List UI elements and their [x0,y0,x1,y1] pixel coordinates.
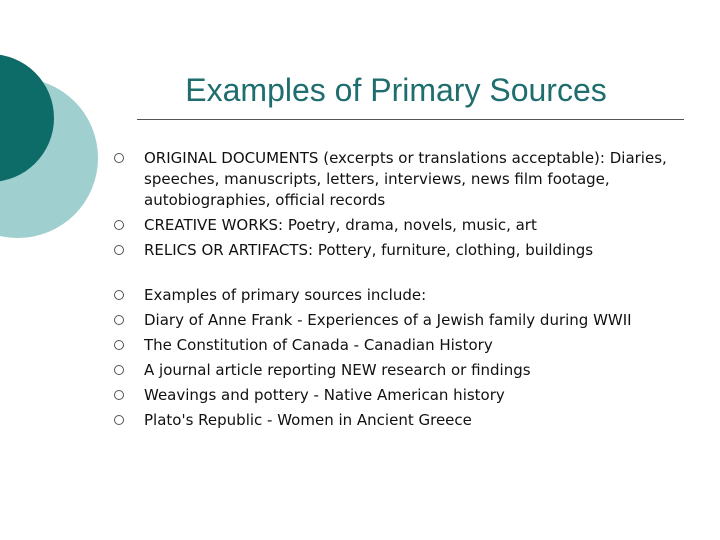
bullet-item-examples-heading [114,285,704,306]
hollow-circle-icon [114,220,124,230]
bullet-item-weavings [114,385,704,406]
bullet-text: Poetry, drama, novels, music, art [283,216,537,234]
bullet-label: CREATIVE WORKS: [144,216,284,234]
bullet-label: RELICS OR ARTIFACTS: [144,241,314,259]
bullet-item-anne-frank [114,310,704,331]
bullet-item-platos-republic [114,410,704,431]
bullet-text: Weavings and pottery - Native American history [144,386,505,404]
bullet-text: Diary of Anne Frank - Experiences of a Jewish family during WWII [144,311,632,329]
hollow-circle-icon [114,290,124,300]
bullet-item-creative-works [114,215,704,236]
hollow-circle-icon [114,365,124,375]
bullet-item-constitution [114,335,704,356]
hollow-circle-icon [114,315,124,325]
hollow-circle-icon [114,390,124,400]
hollow-circle-icon [114,415,124,425]
decorative-circles-graphic [0,0,110,300]
bullet-text: A journal article reporting NEW research or findings [144,361,531,379]
hollow-circle-icon [114,340,124,350]
bullet-list [114,148,704,435]
hollow-circle-icon [114,245,124,255]
bullet-item-relics-artifacts [114,240,704,261]
slide-title: Examples of Primary Sources [185,72,607,108]
bullet-text: (excerpts or translations acceptable): Diaries, speeches, manuscripts, letters, interviews, news film footage, autobiographies, official records [144,149,667,209]
bullet-label: ORIGINAL DOCUMENTS [144,149,319,167]
bullet-item-journal-article [114,360,704,381]
bullet-text: Examples of primary sources include: [144,286,427,304]
bullet-item-original-documents [114,148,704,211]
bullet-text: Plato's Republic - Women in Ancient Greece [144,411,472,429]
title-divider [137,119,684,120]
bullet-text: The Constitution of Canada - Canadian History [144,336,493,354]
bullet-text: Pottery, furniture, clothing, buildings [313,241,594,259]
hollow-circle-icon [114,153,124,163]
